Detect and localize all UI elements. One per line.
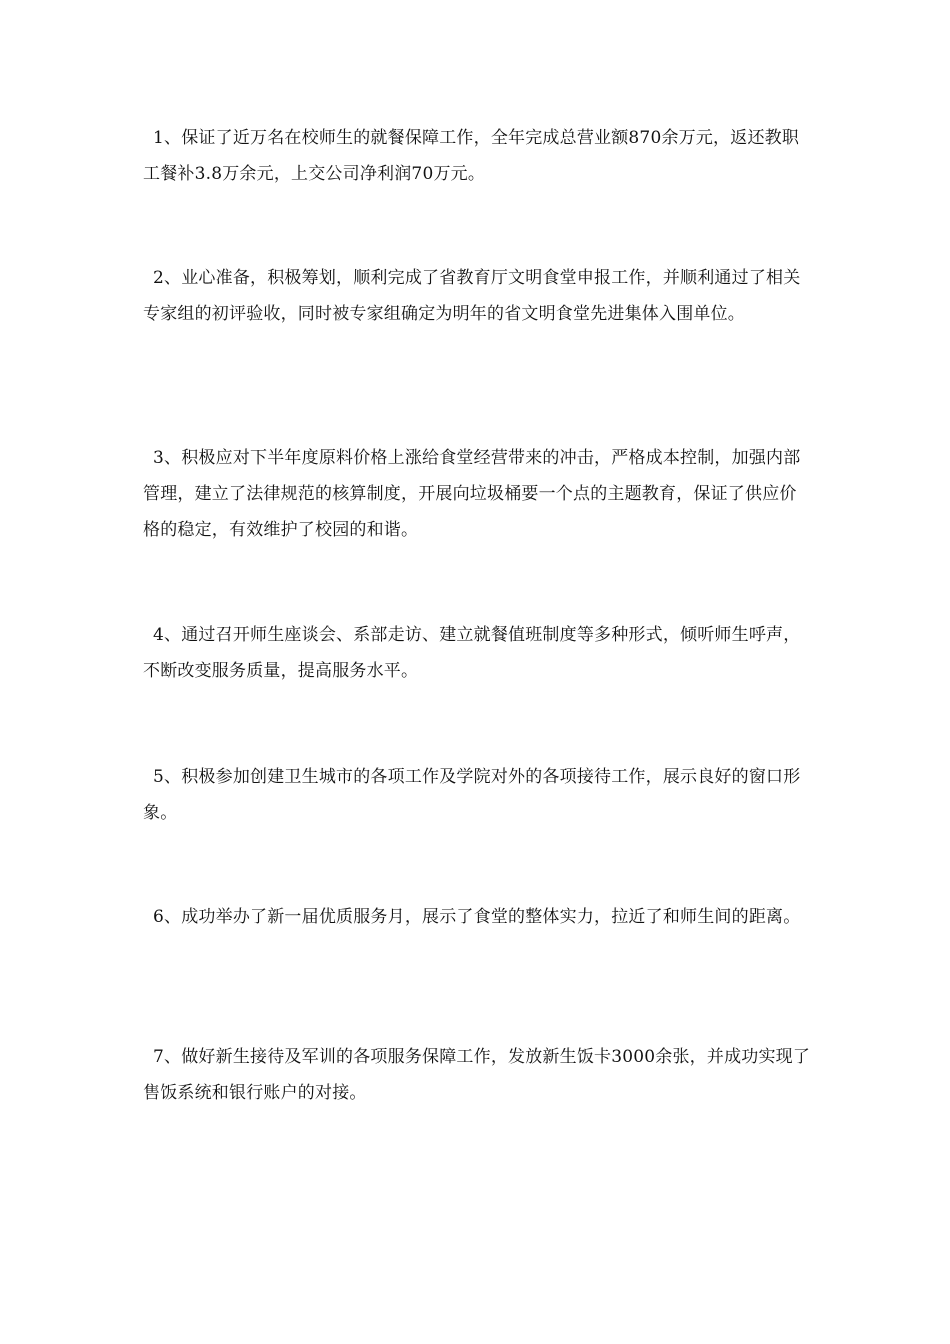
paragraph-5: 5、积极参加创建卫生城市的各项工作及学院对外的各项接待工作，展示良好的窗口形象。: [143, 767, 801, 823]
paragraph-3: 3、积极应对下半年度原料价格上涨给食堂经营带来的冲击，严格成本控制，加强内部管理，建立了法律规范的核算制度，开展向垃圾桶要一个点的主题教育，保证了供应价格的稳定，有效维护了校园的和谐。: [143, 448, 801, 540]
paragraph-7: 7、做好新生接待及军训的各项服务保障工作，发放新生饭卡3000余张，并成功实现了售饭系统和银行账户的对接。: [143, 1047, 811, 1103]
paragraph-1: 1、保证了近万名在校师生的就餐保障工作，全年完成总营业额870余万元，返还教职工餐补3.8万余元，上交公司净利润70万元。: [143, 128, 800, 184]
paragraph-6: 6、成功举办了新一届优质服务月，展示了食堂的整体实力，拉近了和师生间的距离。: [153, 907, 801, 927]
paragraph-2: 2、业心准备，积极筹划，顺利完成了省教育厅文明食堂申报工作，并顺利通过了相关专家组的初评验收，同时被专家组确定为明年的省文明食堂先进集体入围单位。: [143, 268, 801, 324]
paragraph-4: 4、通过召开师生座谈会、系部走访、建立就餐值班制度等多种形式，倾听师生呼声，不断改变服务质量，提高服务水平。: [143, 625, 801, 681]
